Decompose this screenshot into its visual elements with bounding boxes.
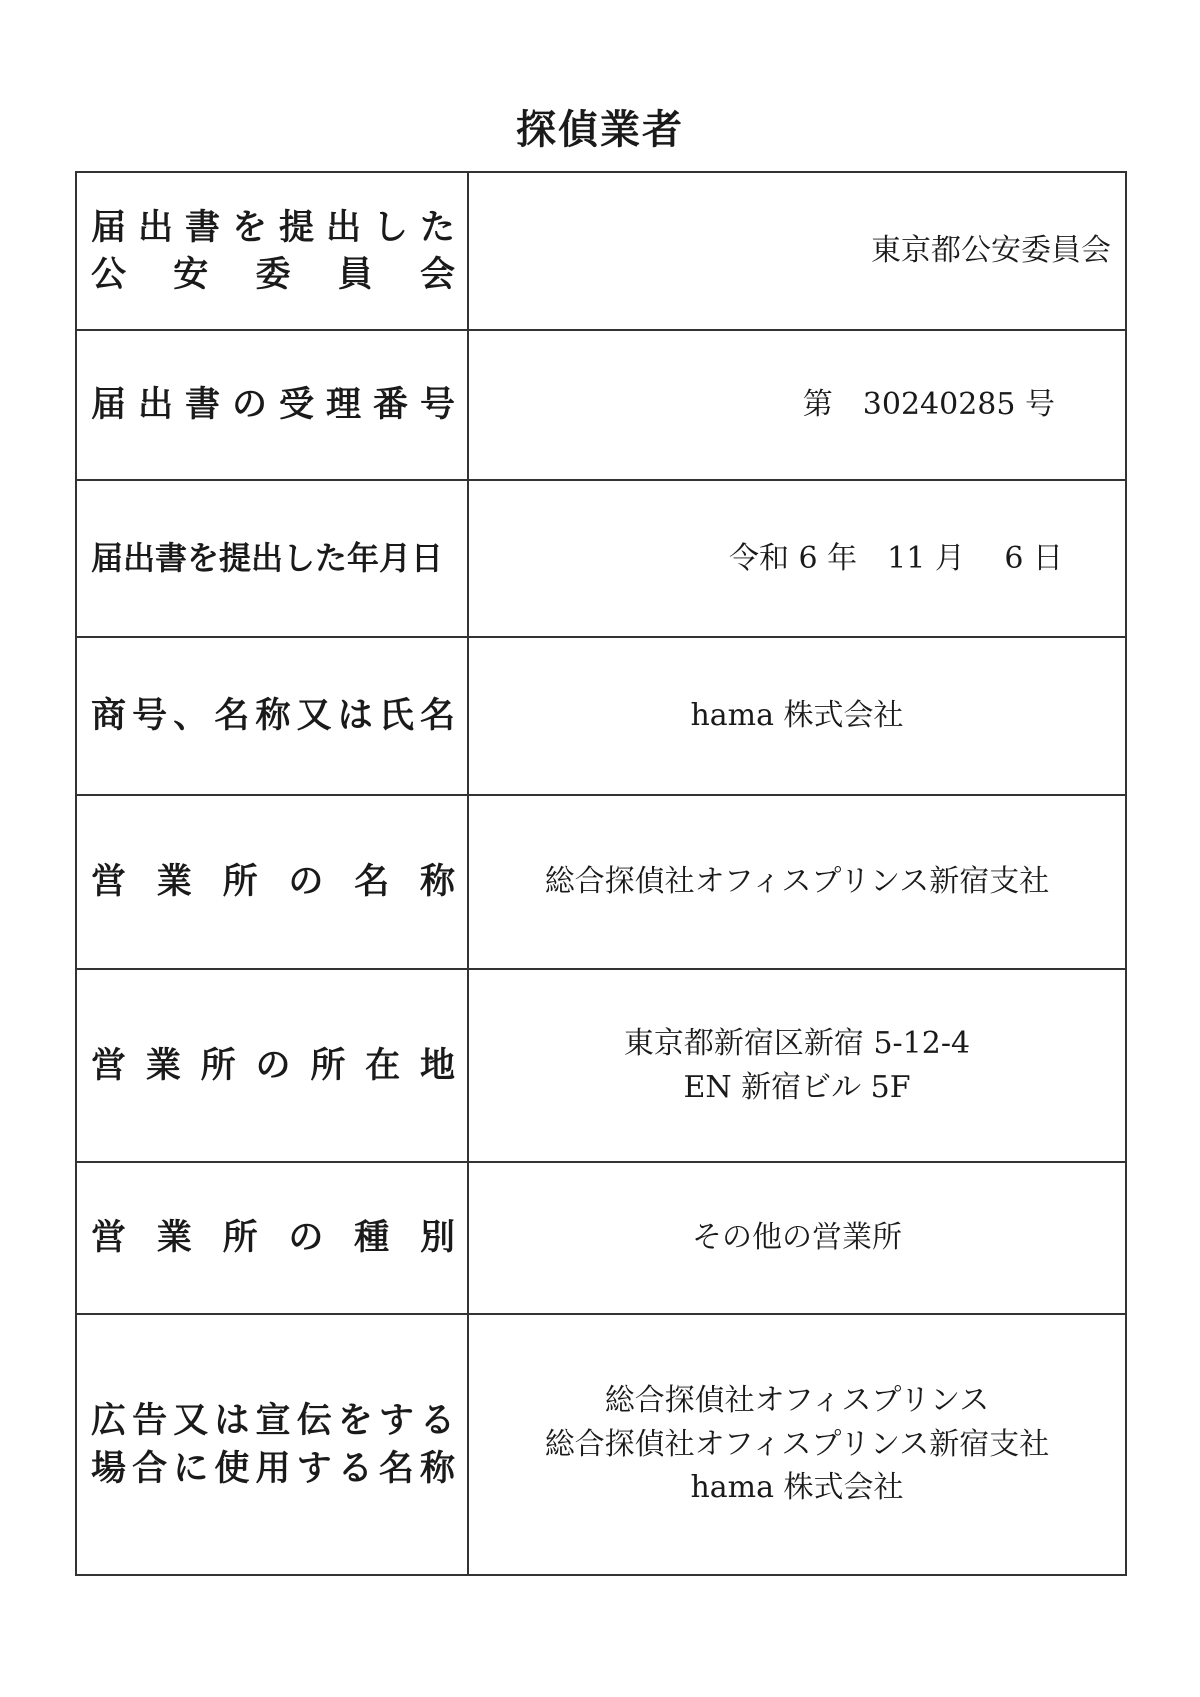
row-value [469, 1315, 1125, 1574]
row-value-line: EN 新宿ビル 5F [683, 1069, 911, 1105]
row-label-line: 届出書の受理番号 [91, 384, 455, 426]
row-value [469, 638, 1125, 794]
row-label-line: 営業所の種別 [91, 1217, 455, 1259]
table-row [77, 796, 1125, 970]
row-label-line: 営業所の名称 [91, 861, 455, 903]
row-value [469, 173, 1125, 329]
row-label-line: 場合に使用する名称 [91, 1447, 455, 1489]
table-row [77, 970, 1125, 1163]
row-value-line: 東京都公安委員会 [871, 233, 1111, 269]
row-value-line: 令和 6 年 11 月 6 日 [728, 540, 1063, 576]
row-value-line: 第 30240285 号 [802, 387, 1055, 423]
table-row [77, 173, 1125, 331]
row-label [77, 1163, 469, 1313]
row-value [469, 796, 1125, 968]
row-label [77, 173, 469, 329]
row-value-line: 総合探偵社オフィスプリンス新宿支社 [544, 864, 1050, 900]
document-title: 探偵業者 [516, 106, 684, 153]
table-row [77, 638, 1125, 796]
row-label-line: 広告又は宣伝をする [91, 1400, 455, 1442]
row-label [77, 796, 469, 968]
row-value [469, 481, 1125, 636]
table-row [77, 1315, 1125, 1574]
row-value-line: 総合探偵社オフィスプリンス [604, 1383, 990, 1419]
row-label-line: 営業所の所在地 [91, 1044, 455, 1086]
row-value [469, 331, 1125, 479]
row-value-line: その他の営業所 [692, 1220, 902, 1256]
row-value [469, 1163, 1125, 1313]
table-row [77, 331, 1125, 481]
row-value-line: hama 株式会社 [690, 698, 904, 734]
row-label [77, 638, 469, 794]
row-label [77, 481, 469, 636]
row-label-line: 商号、名称又は氏名 [91, 695, 455, 737]
row-label [77, 970, 469, 1161]
registration-table [75, 171, 1127, 1576]
row-value-line: 総合探偵社オフィスプリンス新宿支社 [544, 1426, 1050, 1462]
row-value [469, 970, 1125, 1161]
row-label-line: 届出書を提出した年月日 [91, 538, 444, 577]
row-value-line: 東京都新宿区新宿 5-12-4 [623, 1026, 971, 1061]
row-label-line: 届出書を提出した [91, 206, 455, 248]
table-row [77, 1163, 1125, 1315]
table-row [77, 481, 1125, 638]
row-label [77, 1315, 469, 1574]
row-label [77, 331, 469, 479]
row-label-line: 公安委員会 [91, 254, 455, 295]
row-value-line: hama 株式会社 [690, 1470, 904, 1506]
